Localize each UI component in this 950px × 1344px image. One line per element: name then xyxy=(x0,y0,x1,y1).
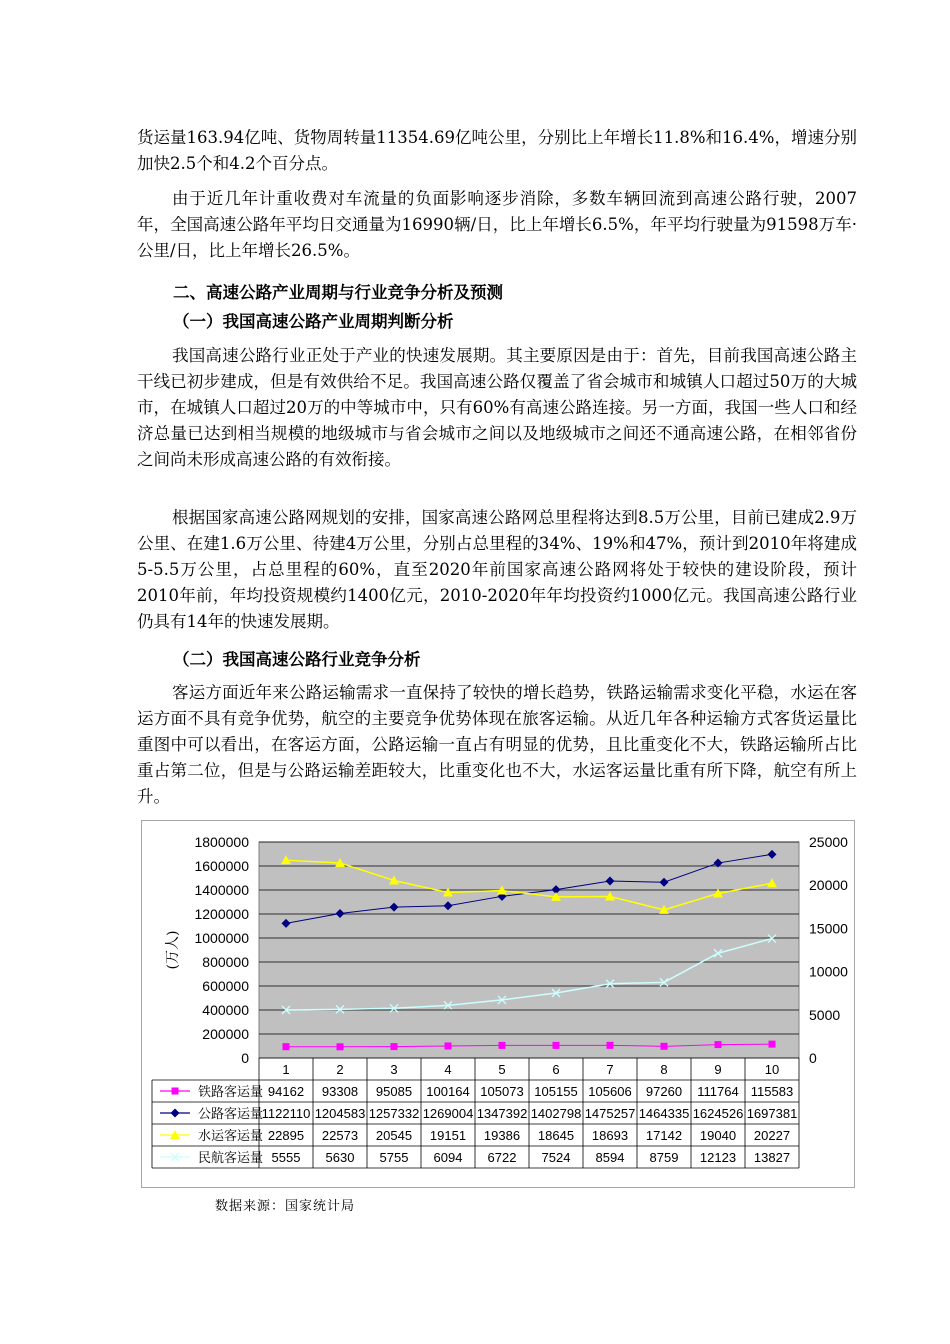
data-label: 1697381 xyxy=(746,1106,798,1121)
data-label: 1269004 xyxy=(422,1106,474,1121)
y2-tick-label: 5000 xyxy=(809,1006,841,1023)
y-tick-label: 200000 xyxy=(202,1026,249,1042)
paragraph-industry-cycle: 我国高速公路行业正处于产业的快速发展期。其主要原因是由于：首先，目前我国高速公路主干线已初步建成，但是有效供给不足。我国高速公路仅覆盖了省会城市和城镇人口超过50万的大城市，在城镇人口超过20万的中等城市中，只有60%有高速公路连接。另一方面，我国一些人口和经济总量已达到相当规模的地级城市与省会城市之间以及地级城市之间还不通高速公路，在相邻省份之间尚未形成高速公路的有效衔接。 xyxy=(137,346,857,469)
legend-marker xyxy=(171,1109,180,1118)
x-tick-label: 10 xyxy=(764,1062,780,1077)
y2-tick-label: 15000 xyxy=(809,920,848,937)
paragraph-freight: 货运量163.94亿吨、货物周转量11354.69亿吨公里，分别比上年增长11.8%和16.4%，增速分别加快2.5个和4.2个百分点。 xyxy=(137,128,857,173)
data-label: 22573 xyxy=(321,1128,359,1143)
data-label: 94162 xyxy=(267,1084,305,1099)
data-label: 1204583 xyxy=(314,1106,366,1121)
series-point xyxy=(499,1042,506,1049)
series-point xyxy=(283,1043,290,1050)
data-label: 12123 xyxy=(699,1150,737,1165)
passenger-volume-chart xyxy=(141,820,855,1188)
series-point xyxy=(553,1042,560,1049)
data-label: 8594 xyxy=(595,1150,625,1165)
series-point xyxy=(337,1043,344,1050)
data-label: 93308 xyxy=(321,1084,359,1099)
data-label: 1122110 xyxy=(261,1106,311,1121)
data-label: 19386 xyxy=(483,1128,521,1143)
data-label: 8759 xyxy=(649,1150,679,1165)
y-tick-label: 1200000 xyxy=(194,906,249,922)
data-label: 97260 xyxy=(645,1084,683,1099)
y2-tick-label: 20000 xyxy=(809,877,848,894)
section-heading: 二、高速公路产业周期与行业竞争分析及预测 xyxy=(173,283,503,302)
series-point xyxy=(661,1043,668,1050)
x-tick-label: 8 xyxy=(660,1062,668,1077)
x-tick-label: 2 xyxy=(336,1062,344,1077)
data-label: 1402798 xyxy=(530,1106,582,1121)
y-tick-label: 0 xyxy=(241,1050,249,1066)
series-point xyxy=(769,1041,776,1048)
data-label: 105073 xyxy=(480,1084,524,1099)
data-label: 5630 xyxy=(325,1150,355,1165)
x-tick-label: 5 xyxy=(498,1062,506,1077)
data-label: 20227 xyxy=(753,1128,791,1143)
x-tick-label: 1 xyxy=(282,1062,290,1077)
y-tick-label: 1800000 xyxy=(194,834,249,850)
y-tick-label: 1000000 xyxy=(194,930,249,946)
x-tick-label: 9 xyxy=(714,1062,722,1077)
data-label: 105155 xyxy=(534,1084,578,1099)
paragraph-traffic-volume: 由于近几年计重收费对车流量的负面影响逐步消除，多数车辆回流到高速公路行驶，2007年，全国高速公路年平均日交通量为16990辆/日，比上年增长6.5%，年平均行驶量为91598万车·公里/日，比上年增长26.5%。 xyxy=(137,189,857,260)
y-tick-label: 400000 xyxy=(202,1002,249,1018)
data-label: 5555 xyxy=(271,1150,301,1165)
y2-tick-label: 25000 xyxy=(809,834,848,850)
paragraph-competition: 客运方面近年来公路运输需求一直保持了较快的增长趋势，铁路运输需求变化平稳，水运在客运方面不具有竞争优势，航空的主要竞争优势体现在旅客运输。从近几年各种运输方式客货运量比重图中可以看出，在客运方面，公路运输一直占有明显的优势，且比重变化不大，铁路运输所占比重占第二位，但是与公路运输差距较大，比重变化也不大，水运客运量比重有所下降，航空有所上升。 xyxy=(137,683,857,806)
series-point xyxy=(607,1042,614,1049)
y2-tick-label: 0 xyxy=(809,1050,817,1066)
x-tick-label: 7 xyxy=(606,1062,614,1077)
data-label: 17142 xyxy=(645,1128,683,1143)
data-label: 18693 xyxy=(591,1128,629,1143)
subsection-heading-cycle: （一）我国高速公路产业周期判断分析 xyxy=(173,312,454,331)
data-label: 7524 xyxy=(541,1150,571,1165)
data-label: 111764 xyxy=(697,1084,739,1099)
x-tick-label: 3 xyxy=(390,1062,398,1077)
legend-label: 水运客运量 xyxy=(198,1128,264,1143)
legend-label: 民航客运量 xyxy=(198,1150,264,1165)
data-label: 19040 xyxy=(699,1128,737,1143)
data-label: 1624526 xyxy=(692,1106,744,1121)
legend-label: 铁路客运量 xyxy=(198,1084,264,1099)
plot-area xyxy=(259,842,799,1058)
data-label: 19151 xyxy=(429,1128,467,1143)
chart-svg xyxy=(142,821,854,1187)
y-axis-label: (万人) xyxy=(165,930,181,970)
y-tick-label: 600000 xyxy=(202,978,249,994)
legend-marker xyxy=(172,1088,179,1095)
x-tick-label: 4 xyxy=(444,1062,452,1077)
x-tick-label: 6 xyxy=(552,1062,560,1077)
series-point xyxy=(445,1042,452,1049)
data-label: 1464335 xyxy=(638,1106,690,1121)
data-label: 115583 xyxy=(750,1084,794,1099)
data-label: 1257332 xyxy=(368,1106,420,1121)
y-tick-label: 800000 xyxy=(202,954,249,970)
paragraph-network-plan: 根据国家高速公路网规划的安排，国家高速公路网总里程将达到8.5万公里，目前已建成2.9万公里、在建1.6万公里、待建4万公里，分别占总里程的34%、19%和47%，预计到2010年将建成5-5.5万公里，占总里程的60%，直至2020年前国家高速公路网将处于较快的建设阶段，预计2010年前，年均投资规模约1400亿元，2010-2020年年均投资约1000亿元。我国高速公路行业仍具有14年的快速发展期。 xyxy=(137,508,857,631)
data-source-note: 数据来源：国家统计局 xyxy=(215,1199,356,1214)
y-tick-label: 1600000 xyxy=(194,858,249,874)
data-label: 20545 xyxy=(375,1128,413,1143)
series-point xyxy=(391,1043,398,1050)
data-label: 1347392 xyxy=(476,1106,528,1121)
data-label: 18645 xyxy=(537,1128,575,1143)
data-label: 1475257 xyxy=(584,1106,636,1121)
data-label: 13827 xyxy=(753,1150,791,1165)
data-label: 95085 xyxy=(375,1084,413,1099)
series-point xyxy=(715,1041,722,1048)
data-label: 22895 xyxy=(267,1128,305,1143)
subsection-heading-competition: （二）我国高速公路行业竞争分析 xyxy=(173,650,421,669)
data-label: 6722 xyxy=(487,1150,517,1165)
y-tick-label: 1400000 xyxy=(194,882,249,898)
data-label: 100164 xyxy=(426,1084,470,1099)
data-label: 6094 xyxy=(433,1150,463,1165)
data-label: 5755 xyxy=(379,1150,409,1165)
y2-tick-label: 10000 xyxy=(809,963,848,980)
data-label: 105606 xyxy=(588,1084,632,1099)
legend-label: 公路客运量 xyxy=(198,1106,264,1121)
